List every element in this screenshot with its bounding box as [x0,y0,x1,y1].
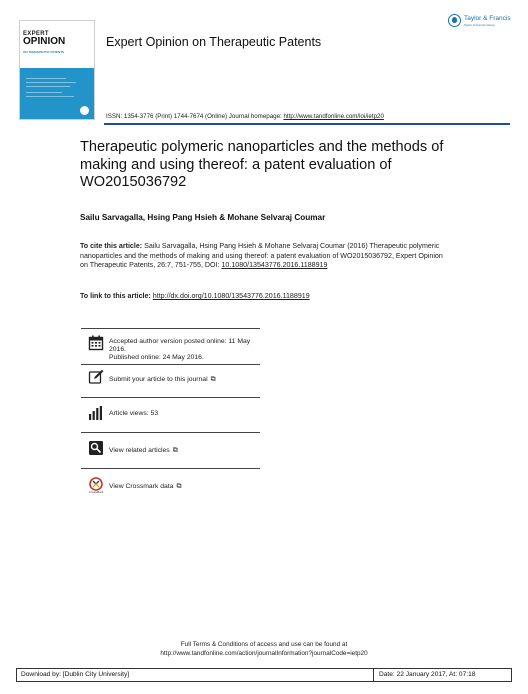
related-articles-icon [88,440,104,456]
crossmark-label: View Crossmark data [109,483,174,490]
footer-divider [373,669,374,681]
divider [81,397,260,398]
submit-article-link[interactable] [109,376,216,384]
bar-chart-icon [88,405,104,421]
submit-label: Submit your article to this journal [109,376,208,383]
cover-blue-panel [20,68,94,120]
doi-link[interactable]: 10.1080/13543776.2016.1188919 [221,261,328,270]
cover-word-opinion: OPINION [23,36,66,47]
download-date: Date: 22 January 2017, At: 07:18 [379,671,476,678]
cover-line [26,86,70,87]
divider [81,364,260,365]
publisher-group: Taylor & Francis Group [464,23,495,27]
accepted-date: Accepted author version posted online: 11 May 2016. [109,338,251,354]
cover-line [26,82,76,83]
download-by: Download by: [Dublin City University] [21,671,130,678]
related-label: View related articles [109,447,170,454]
external-link-icon: ⧉ [210,376,216,383]
crossmark-link[interactable] [109,483,181,491]
cover-line [26,96,74,97]
cover-badge [80,106,89,115]
issn-text: ISSN: 1354-3776 (Print) 1744-7674 (Online) Journal homepage: [106,113,284,120]
terms-line: Full Terms & Conditions of access and use can be found at [180,641,348,648]
article-doi-url[interactable]: http://dx.doi.org/10.1080/13543776.2016.1188919 [152,292,310,300]
article-authors: Sailu Sarvagalla, Hsing Pang Hsieh & Mohane Selvaraj Coumar [80,213,326,222]
terms-notice [0,640,528,658]
external-link-icon: ⧉ [172,447,178,454]
cover-line [26,92,62,93]
divider [81,328,260,329]
article-link-line [80,292,310,300]
logo-icon [448,14,461,27]
crossmark-logo-text: CrossMark [88,489,104,493]
cover-subtitle: ON THERAPEUTIC PATENTS [23,50,65,54]
crossmark-icon [88,477,104,493]
header-divider [104,123,510,125]
external-link-icon: ⧉ [176,483,182,490]
related-articles-link[interactable] [109,447,178,455]
publisher-name: Taylor & Francis [464,15,511,22]
cover-word-expert: EXPERT [23,31,49,37]
cite-text: Sailu Sarvagalla, Hsing Pang Hsieh & Mohane Selvaraj Coumar (2016) Therapeutic polymeric nanoparticles and the methods of making and using thereof: a patent evaluation of WO2015036792, Expert Opinion on Therapeutic Patents, 26:7, 751-755, DOI: [80,242,443,270]
published-date: Published online: 24 May 2016. [109,354,204,362]
citation-block [80,242,450,271]
publication-dates [109,338,259,363]
cover-line [26,78,66,79]
calendar-icon [88,335,104,351]
cite-label: To cite this article: [80,242,145,250]
journal-homepage-link[interactable]: http://www.tandfonline.com/loi/ietp20 [283,113,384,120]
journal-cover-thumbnail [19,20,95,120]
link-label: To link to this article: [80,292,153,300]
article-title: Therapeutic polymeric nanoparticles and the methods of making and using thereof: a patent evaluation of WO2015036792 [80,139,444,190]
article-views: Article views: 53 [109,410,159,417]
journal-title[interactable]: Expert Opinion on Therapeutic Patents [106,35,322,49]
divider [81,468,260,469]
taylor-francis-logo[interactable] [448,14,512,34]
terms-url[interactable]: http://www.tandfonline.com/action/journalInformation?journalCode=ietp20 [160,650,368,657]
divider [81,432,260,433]
issn-line [106,113,384,120]
edit-icon [88,369,104,385]
